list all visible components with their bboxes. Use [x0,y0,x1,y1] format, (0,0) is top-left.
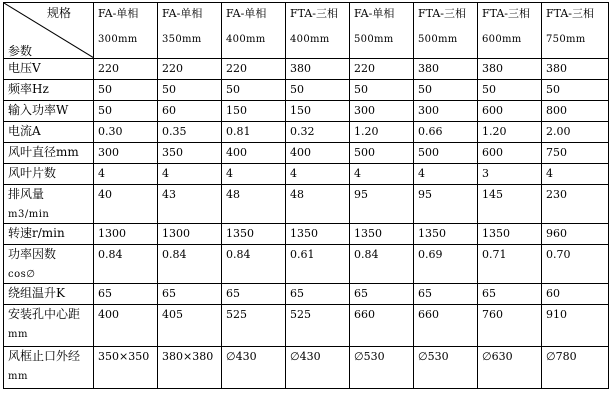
value-cell [94,59,158,80]
cell-value: ∅430 [226,350,257,363]
cell-value: 220 [226,62,247,75]
cell-value: 220 [162,62,183,75]
value-cell [286,347,350,389]
cell-value: 65 [290,287,304,300]
cell-value: 525 [290,308,311,321]
cell-value: 50 [418,83,432,96]
cell-value: 0.84 [162,248,187,261]
value-cell [414,185,478,224]
column-size: 400mm [226,34,266,45]
cell-value: 50 [354,83,368,96]
value-cell [542,59,609,80]
cell-value: 1350 [354,227,382,240]
cell-value: 500 [418,146,439,159]
cell-value: 50 [98,104,112,117]
value-cell [542,245,609,284]
value-cell [542,101,609,122]
cell-value: 65 [162,287,176,300]
value-cell [414,122,478,143]
param-name-cell [4,164,94,185]
value-cell [350,305,414,347]
column-model: FA-单相 [354,7,395,20]
value-cell [158,122,222,143]
value-cell [286,185,350,224]
value-cell [222,185,286,224]
cell-value: 50 [290,83,304,96]
column-size: 300mm [98,34,138,45]
column-model: FA-单相 [226,7,267,20]
column-size: 400mm [290,34,330,45]
table-row [4,245,609,284]
cell-value: 48 [290,188,304,201]
cell-value: 4 [98,167,105,180]
column-header [94,3,158,59]
value-cell [414,101,478,122]
column-header [222,3,286,59]
value-cell [350,185,414,224]
column-model: FTA-三相 [418,7,467,20]
table-row [4,80,609,101]
value-cell [94,245,158,284]
cell-value: 0.81 [226,125,251,138]
table-row [4,347,609,389]
param-name-cell [4,185,94,224]
cell-value: 50 [98,83,112,96]
cell-value: 48 [226,188,240,201]
value-cell [94,143,158,164]
cell-value: ∅530 [418,350,449,363]
value-cell [286,164,350,185]
cell-value: 3 [482,167,489,180]
cell-value: 150 [290,104,311,117]
value-cell [542,347,609,389]
value-cell [542,185,609,224]
cell-value: 1.20 [354,125,379,138]
cell-value: 910 [546,308,567,321]
column-model: FA-单相 [98,7,139,20]
cell-value: 50 [546,83,560,96]
cell-value: 960 [546,227,567,240]
cell-value: 1350 [290,227,318,240]
value-cell [478,224,542,245]
cell-value: 0.35 [162,125,187,138]
value-cell [158,245,222,284]
cell-value: 0.84 [226,248,251,261]
value-cell [286,224,350,245]
value-cell [542,164,609,185]
value-cell [158,80,222,101]
value-cell [222,143,286,164]
cell-value: 1300 [162,227,190,240]
cell-value: ∅780 [546,350,577,363]
param-unit: mm [8,371,28,382]
param-name: 输入功率W [8,103,69,117]
cell-value: 1300 [98,227,126,240]
table-row [4,101,609,122]
value-cell [94,305,158,347]
param-name-cell [4,80,94,101]
column-model: FTA-三相 [482,7,531,20]
param-name: 安装孔中心距 [8,307,81,321]
value-cell [286,59,350,80]
cell-value: 300 [418,104,439,117]
cell-value: ∅630 [482,350,513,363]
cell-value: 300 [98,146,119,159]
table-row [4,185,609,224]
param-name-cell [4,245,94,284]
table-row [4,59,609,80]
value-cell [158,101,222,122]
cell-value: 220 [98,62,119,75]
cell-value: 380 [482,62,503,75]
cell-value: 4 [354,167,361,180]
value-cell [222,224,286,245]
cell-value: 525 [226,308,247,321]
cell-value: 750 [546,146,567,159]
value-cell [478,101,542,122]
value-cell [286,305,350,347]
value-cell [414,164,478,185]
param-name: 风框止口外经 [8,349,81,363]
value-cell [222,59,286,80]
param-name: 风叶直径mm [8,145,79,159]
value-cell [478,284,542,305]
cell-value: 0.66 [418,125,443,138]
cell-value: 1350 [418,227,446,240]
column-size: 750mm [546,34,586,45]
value-cell [286,80,350,101]
value-cell [478,80,542,101]
column-model: FA-单相 [162,7,203,20]
value-cell [478,347,542,389]
header-row [4,3,609,59]
cell-value: 350 [162,146,183,159]
param-unit: m3/min [8,209,50,220]
column-size: 600mm [482,34,522,45]
cell-value: 65 [98,287,112,300]
cell-value: 4 [290,167,297,180]
cell-value: 800 [546,104,567,117]
cell-value: ∅530 [354,350,385,363]
value-cell [542,224,609,245]
value-cell [158,224,222,245]
value-cell [542,305,609,347]
cell-value: 0.61 [290,248,315,261]
param-name: 电流A [8,124,41,138]
column-header [478,3,542,59]
value-cell [158,164,222,185]
value-cell [542,143,609,164]
table-row [4,224,609,245]
value-cell [94,224,158,245]
value-cell [94,347,158,389]
cell-value: 50 [162,83,176,96]
value-cell [158,143,222,164]
value-cell [478,59,542,80]
column-header [542,3,609,59]
table-body [4,3,609,389]
value-cell [158,305,222,347]
column-header [158,3,222,59]
cell-value: 150 [226,104,247,117]
cell-value: 760 [482,308,503,321]
value-cell [222,284,286,305]
param-name-cell [4,284,94,305]
cell-value: 145 [482,188,503,201]
column-header [350,3,414,59]
value-cell [350,122,414,143]
corner-top-label: 规格 [47,6,72,20]
cell-value: 65 [226,287,240,300]
column-size: 500mm [354,34,394,45]
cell-value: 0.30 [98,125,123,138]
corner-bottom-label: 参数 [8,44,33,58]
value-cell [478,185,542,224]
corner-cell [4,3,94,59]
value-cell [222,305,286,347]
value-cell [414,284,478,305]
column-model: FTA-三相 [290,7,339,20]
value-cell [414,59,478,80]
cell-value: 660 [418,308,439,321]
cell-value: 65 [482,287,496,300]
cell-value: 380 [290,62,311,75]
param-name: 电压V [8,61,41,75]
cell-value: 1.20 [482,125,507,138]
table-row [4,143,609,164]
param-name-cell [4,143,94,164]
value-cell [286,284,350,305]
value-cell [158,284,222,305]
value-cell [286,143,350,164]
value-cell [94,80,158,101]
cell-value: 1350 [226,227,254,240]
param-name-cell [4,224,94,245]
cell-value: 43 [162,188,176,201]
value-cell [94,122,158,143]
value-cell [158,347,222,389]
value-cell [350,59,414,80]
value-cell [94,185,158,224]
value-cell [350,245,414,284]
column-size: 350mm [162,34,202,45]
value-cell [350,101,414,122]
cell-value: 220 [354,62,375,75]
column-size: 500mm [418,34,458,45]
cell-value: 660 [354,308,375,321]
value-cell [222,80,286,101]
value-cell [414,305,478,347]
param-name: 绕组温升K [8,286,65,300]
column-model: FTA-三相 [546,7,595,20]
value-cell [286,101,350,122]
param-name: 功率因数 [8,247,57,261]
cell-value: 600 [482,104,503,117]
param-name-cell [4,305,94,347]
value-cell [94,164,158,185]
column-header [414,3,478,59]
cell-value: 95 [418,188,432,201]
table-row [4,122,609,143]
value-cell [542,122,609,143]
cell-value: 95 [354,188,368,201]
cell-value: 65 [418,287,432,300]
value-cell [158,185,222,224]
param-name-cell [4,347,94,389]
cell-value: 380×380 [162,350,214,363]
value-cell [222,164,286,185]
spec-table [3,2,609,389]
cell-value: 4 [546,167,553,180]
param-name: 转速r/min [8,226,65,240]
cell-value: 2.00 [546,125,571,138]
cell-value: 0.84 [98,248,123,261]
value-cell [222,245,286,284]
cell-value: 60 [162,104,176,117]
cell-value: 0.70 [546,248,571,261]
cell-value: 4 [226,167,233,180]
value-cell [350,224,414,245]
value-cell [414,224,478,245]
cell-value: 0.69 [418,248,443,261]
value-cell [350,164,414,185]
cell-value: 4 [418,167,425,180]
param-name-cell [4,122,94,143]
cell-value: 400 [98,308,119,321]
value-cell [94,101,158,122]
value-cell [478,245,542,284]
value-cell [478,164,542,185]
param-name-cell [4,59,94,80]
value-cell [478,143,542,164]
table-row [4,305,609,347]
value-cell [414,143,478,164]
value-cell [350,284,414,305]
value-cell [94,284,158,305]
param-unit: mm [8,329,28,340]
param-name: 排风量 [8,187,45,201]
cell-value: 4 [162,167,169,180]
value-cell [286,122,350,143]
value-cell [478,305,542,347]
value-cell [350,80,414,101]
table-row [4,284,609,305]
value-cell [158,59,222,80]
cell-value: 50 [226,83,240,96]
cell-value: 40 [98,188,112,201]
cell-value: 405 [162,308,183,321]
value-cell [414,245,478,284]
param-name: 频率Hz [8,82,49,96]
cell-value: 600 [482,146,503,159]
value-cell [542,284,609,305]
value-cell [350,143,414,164]
cell-value: 230 [546,188,567,201]
cell-value: 0.84 [354,248,379,261]
value-cell [478,122,542,143]
value-cell [222,101,286,122]
cell-value: 380 [546,62,567,75]
cell-value: 65 [354,287,368,300]
value-cell [222,122,286,143]
table-row [4,164,609,185]
cell-value: ∅430 [290,350,321,363]
cell-value: 0.32 [290,125,315,138]
cell-value: 350×350 [98,350,150,363]
cell-value: 0.71 [482,248,507,261]
param-unit: cos∅ [8,269,36,280]
value-cell [414,347,478,389]
cell-value: 400 [226,146,247,159]
value-cell [222,347,286,389]
column-header [286,3,350,59]
value-cell [350,347,414,389]
cell-value: 500 [354,146,375,159]
value-cell [542,80,609,101]
cell-value: 380 [418,62,439,75]
value-cell [414,80,478,101]
cell-value: 50 [482,83,496,96]
value-cell [286,245,350,284]
cell-value: 1350 [482,227,510,240]
param-name: 风叶片数 [8,166,57,180]
param-name-cell [4,101,94,122]
cell-value: 400 [290,146,311,159]
cell-value: 300 [354,104,375,117]
cell-value: 60 [546,287,560,300]
